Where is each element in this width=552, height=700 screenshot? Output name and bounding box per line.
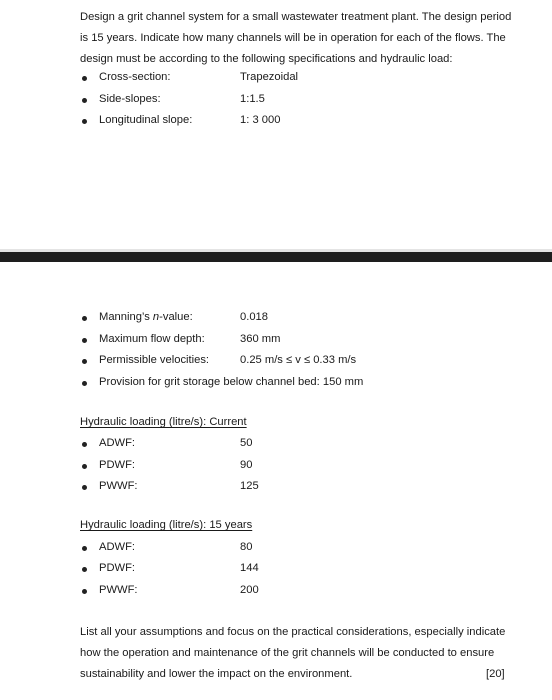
intro-line: Design a grit channel system for a small wastewater treatment plant. The design period — [80, 11, 512, 23]
bullet-icon — [82, 119, 87, 124]
loading-label: PDWF: — [99, 562, 136, 574]
loading-value: 90 — [240, 459, 253, 471]
loading-value: 144 — [240, 562, 259, 574]
max-depth-label: Maximum flow depth: — [99, 333, 205, 345]
intro-line: design must be according to the following specifications and hydraulic load: — [80, 53, 453, 65]
closing-paragraph — [80, 622, 538, 685]
closing-line: how the operation and maintenance of the grit channels will be conducted to ensure — [80, 647, 495, 659]
max-depth-value: 360 mm — [240, 333, 281, 345]
intro-line: is 15 years. Indicate how many channels will be in operation for each of the flows. The — [80, 32, 506, 44]
bullet-icon — [82, 98, 87, 103]
bullet-icon — [82, 338, 87, 343]
bullet-icon — [82, 546, 87, 551]
spec-value: 1:1.5 — [240, 93, 265, 105]
bullet-icon — [82, 316, 87, 321]
bullet-icon — [82, 442, 87, 447]
velocity-value: 0.25 m/s ≤ v ≤ 0.33 m/s — [240, 354, 357, 366]
spec-value: 1: 3 000 — [240, 114, 281, 126]
mannings-label: Manning’s n-value: — [99, 311, 193, 323]
bullet-icon — [82, 589, 87, 594]
loading-label: ADWF: — [99, 541, 136, 553]
velocity-label: Permissible velocities: — [99, 354, 210, 366]
marks-label: [20] — [486, 668, 505, 680]
spec-label: Cross-section: — [99, 71, 171, 83]
current-loading-heading: Hydraulic loading (litre/s): Current — [80, 416, 247, 428]
loading-value: 200 — [240, 584, 259, 596]
spec-label: Side-slopes: — [99, 93, 161, 105]
mannings-value: 0.018 — [240, 311, 268, 323]
bullet-icon — [82, 485, 87, 490]
intro-paragraph — [80, 7, 538, 70]
grit-storage-text: Provision for grit storage below channel bed: 150 mm — [99, 376, 364, 388]
loading-label: PWWF: — [99, 480, 138, 492]
spec-label: Longitudinal slope: — [99, 114, 193, 126]
bullet-icon — [82, 464, 87, 469]
spec-value: Trapezoidal — [240, 71, 299, 83]
bullet-icon — [82, 76, 87, 81]
loading-label: PDWF: — [99, 459, 136, 471]
bullet-icon — [82, 359, 87, 364]
closing-line: sustainability and lower the impact on the environment. — [80, 668, 353, 680]
loading-value: 80 — [240, 541, 253, 553]
loading-label: PWWF: — [99, 584, 138, 596]
loading-value: 50 — [240, 437, 253, 449]
loading-label: ADWF: — [99, 437, 136, 449]
bullet-icon — [82, 381, 87, 386]
loading-value: 125 — [240, 480, 259, 492]
closing-line: List all your assumptions and focus on the practical considerations, especially indicate — [80, 626, 506, 638]
future-loading-heading: Hydraulic loading (litre/s): 15 years — [80, 519, 253, 531]
page-divider — [0, 252, 552, 262]
bullet-icon — [82, 567, 87, 572]
